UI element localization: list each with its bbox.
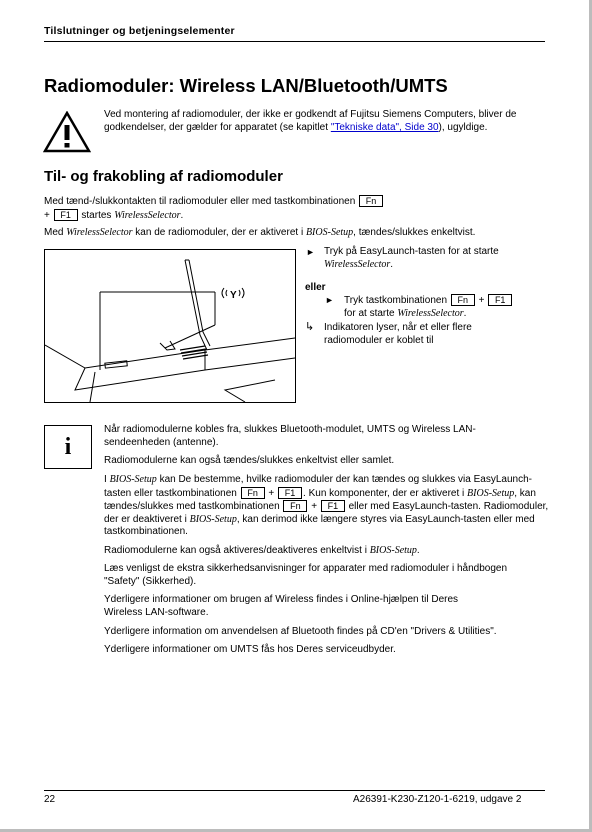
info-paragraph-7: Yderligere information om anvendelsen af Bluetooth findes på CD'en "Drivers & Utilities". bbox=[104, 626, 497, 637]
warning-icon bbox=[43, 111, 91, 153]
intro-paragraph bbox=[44, 195, 444, 222]
wireless-selector-term: WirelessSelector bbox=[114, 209, 181, 221]
page-title: Radiomoduler: Wireless LAN/Bluetooth/UMTS bbox=[44, 75, 448, 96]
document-id: A26391-K230-Z120-1-6219, udgave 2 bbox=[353, 794, 522, 805]
wireless-selector-term: WirelessSelector bbox=[397, 307, 464, 319]
key-f1: F1 bbox=[54, 209, 78, 221]
info-paragraph-3 bbox=[104, 474, 549, 539]
warning-text bbox=[104, 108, 549, 134]
step-2-arrow-icon: ► bbox=[325, 295, 334, 305]
period: . bbox=[463, 307, 467, 319]
intro-text-starts: startes bbox=[81, 209, 112, 221]
step-1-text: Tryk på EasyLaunch-tasten for at starte bbox=[324, 246, 499, 257]
key-f1: F1 bbox=[278, 487, 302, 499]
step-1 bbox=[324, 246, 529, 271]
step-2 bbox=[344, 294, 554, 320]
header-rule bbox=[44, 41, 545, 42]
warning-text-end: ), ugyldige. bbox=[438, 122, 488, 133]
info-p3-d: , kan tændes/slukkes med tastkombinationen bbox=[104, 487, 536, 512]
info-p3-c: . Kun komponenter, der er aktiveret i bbox=[303, 487, 465, 499]
wireless-selector-term: WirelessSelector bbox=[66, 227, 133, 238]
info-paragraph-8: Yderligere informationer om UMTS fås hos Deres serviceudbyder. bbox=[104, 644, 396, 655]
info-icon: i bbox=[44, 425, 92, 469]
info-p3-e: eller med EasyLaunch-tasten. Radiomoduler, der er deaktiveret i bbox=[104, 501, 549, 525]
wireless-selector-term: WirelessSelector bbox=[324, 258, 391, 270]
key-fn: Fn bbox=[283, 500, 307, 512]
step-result: Indikatoren lyser, når et eller flere radiomoduler er koblet til bbox=[324, 322, 472, 346]
period: . bbox=[416, 545, 420, 556]
notebook-drawing bbox=[45, 250, 295, 402]
info-paragraph-1: Når radiomodulerne kobles fra, slukkes Bluetooth-modulet, UMTS og Wireless LAN-sendeenheden (antenne). bbox=[104, 424, 476, 448]
key-fn: Fn bbox=[451, 294, 475, 306]
bios-setup-term: BIOS-Setup bbox=[369, 545, 417, 556]
step-1-arrow-icon: ► bbox=[306, 247, 315, 257]
plus-sign: + bbox=[311, 501, 318, 512]
info-paragraph-6: Yderligere informationer om brugen af Wireless findes i Online-hjælpen til Deres Wireless LAN-software. bbox=[104, 594, 459, 618]
running-header: Tilslutninger og betjeningselementer bbox=[44, 25, 235, 37]
plus-sign: + bbox=[44, 209, 50, 221]
section-heading: Til- og frakobling af radiomoduler bbox=[44, 168, 283, 185]
intro-text: Med tænd-/slukkontakten til radiomoduler eller med tastkombinationen bbox=[44, 196, 356, 207]
info-p4-a: Radiomodulerne kan også aktiveres/deaktiveres enkeltvist i bbox=[104, 545, 367, 556]
selector-text-b: kan de radiomoduler, der er aktiveret i bbox=[135, 227, 304, 238]
bios-setup-term: BIOS-Setup bbox=[467, 487, 515, 499]
step-2-text-b: for at starte bbox=[344, 307, 395, 319]
or-label: eller bbox=[305, 282, 326, 293]
key-fn: Fn bbox=[241, 487, 265, 499]
selector-text-c: , tændes/slukkes enkeltvist. bbox=[353, 227, 476, 238]
key-f1: F1 bbox=[321, 500, 345, 512]
tekniske-data-link[interactable]: "Tekniske data", Side 30 bbox=[330, 122, 439, 133]
period: . bbox=[180, 209, 184, 221]
page-number: 22 bbox=[44, 794, 56, 805]
warning-text-start: Ved montering af radiomoduler, der ikke er godkendt af Fujitsu Siemens Computers, bliver de godkendelser, der gælder for apparatet (se kapitlet bbox=[104, 109, 517, 133]
bios-setup-term: BIOS-Setup bbox=[109, 474, 157, 485]
bios-setup-term: BIOS-Setup bbox=[305, 227, 354, 238]
period: . bbox=[390, 258, 394, 270]
selector-paragraph bbox=[44, 227, 564, 240]
step-2-text: Tryk tastkombinationen bbox=[344, 295, 448, 306]
info-paragraph-5: Læs venligst de ekstra sikkerhedsanvisninger for apparater med radiomoduler i håndbogen "Safety" (Sikkerhed). bbox=[104, 563, 508, 587]
info-paragraph-4 bbox=[104, 545, 544, 558]
footer-rule bbox=[44, 790, 545, 791]
key-fn: Fn bbox=[359, 195, 383, 207]
bios-setup-term: BIOS-Setup bbox=[189, 513, 237, 525]
info-p3-b: kan De bestemme, hvilke radiomoduler der kan tændes og slukkes via EasyLaunch-tasten eller tastkombinationen bbox=[104, 474, 532, 499]
selector-text-a: Med bbox=[44, 227, 64, 238]
info-p3-f: , kan derimod ikke længere styres via EasyLaunch-tasten eller med tastkombinationen. bbox=[104, 513, 535, 537]
info-p3-a: I bbox=[104, 474, 107, 485]
result-arrow-icon: ↳ bbox=[305, 321, 315, 333]
svg-text:Y: Y bbox=[230, 290, 237, 301]
notebook-illustration bbox=[44, 249, 296, 403]
plus-sign: + bbox=[268, 487, 275, 499]
info-paragraph-2: Radiomodulerne kan også tændes/slukkes enkeltvist eller samlet. bbox=[104, 455, 395, 466]
plus-sign: + bbox=[478, 295, 485, 306]
key-f1: F1 bbox=[488, 294, 512, 306]
